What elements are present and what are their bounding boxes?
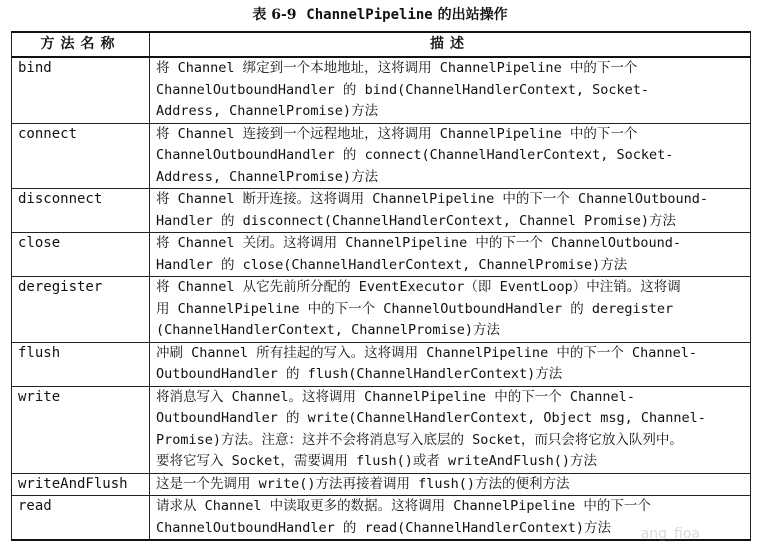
description-line: Handler 的 close(ChannelHandlerContext, ChannelPromise)方法	[156, 256, 628, 273]
table-body	[12, 57, 751, 540]
method-name-cell: deregister	[12, 277, 150, 343]
header-description: 描述	[150, 32, 751, 57]
description-line: ChannelOutboundHandler 的 read(ChannelHandlerContext)方法	[156, 519, 612, 536]
description-line: Handler 的 disconnect(ChannelHandlerContext, Channel Promise)方法	[156, 212, 677, 229]
table-row	[12, 123, 751, 189]
description-cell	[150, 473, 751, 496]
description-line: (ChannelHandlerContext, ChannelPromise)方法	[156, 322, 500, 338]
header-method-name: 方法名称	[12, 32, 150, 57]
outbound-operations-table	[11, 31, 751, 541]
description-line: 请求从 Channel 中读取更多的数据。这将调用 ChannelPipeline 中的下一个	[156, 498, 651, 514]
description-line: 将消息写入 Channel。这将调用 ChannelPipeline 中的下一个 Channel-	[156, 388, 635, 405]
caption-code: ChannelPipeline	[306, 7, 433, 23]
description-cell	[150, 277, 751, 343]
description-line: ChannelOutboundHandler 的 bind(ChannelHandlerContext, Socket-	[156, 81, 650, 98]
description-line: 要将它写入 Socket，需要调用 flush()或者 writeAndFlush()方法	[156, 453, 597, 469]
description-line: Address, ChannelPromise)方法	[156, 103, 379, 119]
table-header-row	[12, 32, 751, 57]
table-row	[12, 473, 751, 496]
description-cell	[150, 123, 751, 189]
description-line: 将 Channel 绑定到一个本地地址，这将调用 ChannelPipeline 中的下一个	[156, 60, 638, 76]
description-cell	[150, 189, 751, 233]
caption-label: 表 6-9	[252, 7, 297, 23]
description-line: 这是一个先调用 write()方法再接着调用 flush()方法的便利方法	[156, 475, 570, 492]
method-name-cell: disconnect	[12, 189, 150, 233]
caption-suffix: 的出站操作	[437, 7, 508, 23]
watermark: ang_fioa	[640, 526, 700, 542]
description-cell	[150, 57, 751, 123]
description-cell	[150, 233, 751, 277]
description-line: ChannelOutboundHandler 的 connect(ChannelHandlerContext, Socket-	[156, 147, 674, 163]
table-row	[12, 386, 751, 473]
table-caption	[0, 4, 760, 26]
description-line: 冲刷 Channel 所有挂起的写入。这将调用 ChannelPipeline 中的下一个 Channel-	[156, 344, 697, 361]
table-row	[12, 189, 751, 233]
method-name-cell: close	[12, 233, 150, 277]
description-line: 用 ChannelPipeline 中的下一个 ChannelOutboundHandler 的 deregister	[156, 300, 674, 317]
method-name-cell: connect	[12, 123, 150, 189]
table-row	[12, 277, 751, 343]
method-name-cell: flush	[12, 342, 150, 386]
method-name-cell: bind	[12, 57, 150, 123]
description-line: 将 Channel 连接到一个远程地址，这将调用 ChannelPipeline 中的下一个	[156, 125, 638, 142]
table-row	[12, 57, 751, 123]
description-cell	[150, 386, 751, 473]
table-row	[12, 496, 751, 541]
description-line: OutboundHandler 的 write(ChannelHandlerContext, Object msg, Channel-	[156, 410, 706, 426]
description-line: 将 Channel 关闭。这将调用 ChannelPipeline 中的下一个 ChannelOutbound-	[156, 235, 681, 251]
description-line: Address, ChannelPromise)方法	[156, 168, 379, 185]
description-cell	[150, 342, 751, 386]
table-row	[12, 233, 751, 277]
method-name-cell: writeAndFlush	[12, 473, 150, 496]
description-line: 将 Channel 断开连接。这将调用 ChannelPipeline 中的下一个 ChannelOutbound-	[156, 191, 708, 207]
method-name-cell: read	[12, 496, 150, 541]
description-line: 将 Channel 从它先前所分配的 EventExecutor（即 EventLoop）中注销。这将调	[156, 279, 681, 295]
method-name-cell: write	[12, 386, 150, 473]
description-line: OutboundHandler 的 flush(ChannelHandlerContext)方法	[156, 366, 563, 382]
table-row	[12, 342, 751, 386]
description-line: Promise)方法。注意：这并不会将消息写入底层的 Socket，而只会将它放入队列中。	[156, 431, 683, 448]
